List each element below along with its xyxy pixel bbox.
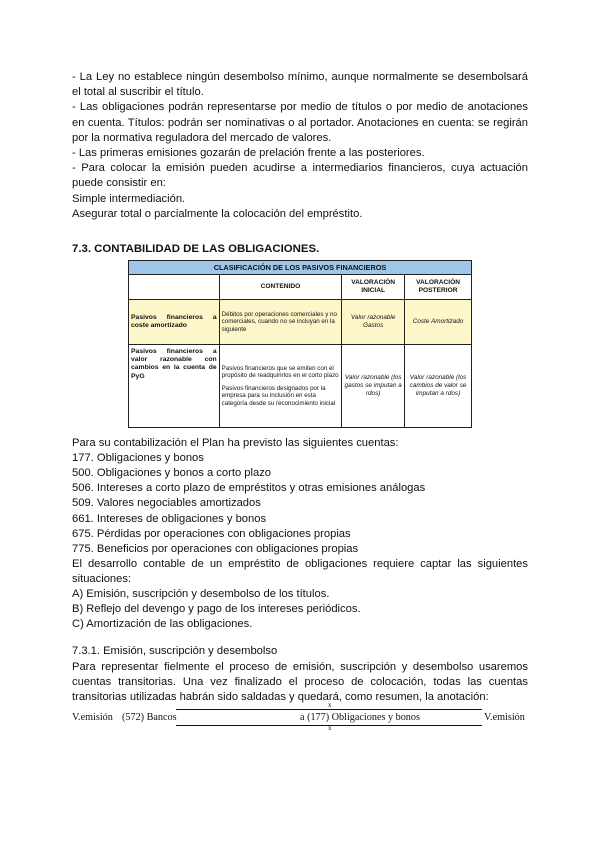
table-header-content: CONTENIDO — [219, 275, 342, 300]
table-title: CLASIFICACIÓN DE LOS PASIVOS FINANCIEROS — [129, 261, 472, 275]
list-item: 775. Beneficios por operaciones con obligaciones propias — [72, 542, 359, 555]
paragraph: El desarrollo contable de un empréstito de obligaciones requiere captar las siguientes situaciones: — [72, 557, 528, 585]
list-item: 661. Intereses de obligaciones y bonos — [72, 512, 267, 525]
row-content — [219, 300, 342, 345]
paragraph: Simple intermediación. — [72, 192, 186, 205]
intro-paragraphs — [72, 70, 528, 222]
development-section — [72, 557, 528, 587]
row-label: Pasivos financieros a valor razonable con cambios en la cuenta de PyG — [129, 345, 220, 428]
classification-table-wrapper — [128, 260, 472, 428]
accounts-section — [72, 436, 528, 557]
list-item: 177. Obligaciones y bonos — [72, 452, 204, 465]
table-header-initial: VALORACIÓN INICIAL — [342, 275, 405, 300]
journal-debit-account: (572) Bancos — [122, 712, 177, 723]
table-header-blank — [129, 275, 220, 300]
paragraph: - Las obligaciones podrán representarse por medio de títulos o por medio de anotaciones en cuenta. Títulos: podrán ser nominativas o al portador. Anotaciones en cuenta: se regirán por la normativa reguladora del mercado de valores. — [72, 101, 528, 144]
row-content — [219, 345, 342, 428]
paragraph: - La Ley no establece ningún desembolso mínimo, aunque normalmente se desembolsará el total al suscribir el título. — [72, 71, 528, 99]
list-item: 500. Obligaciones y bonos a corto plazo — [72, 467, 272, 480]
list-item: 509. Valores negociables amortizados — [72, 497, 261, 510]
section-heading: 7.3. CONTABILIDAD DE LAS OBLIGACIONES. — [72, 243, 320, 256]
subsection-body — [72, 660, 528, 706]
content-text: Pasivos financieros que se emiten con el propósito de readquirirlos en el corto plazo — [221, 364, 339, 380]
list-item: 506. Intereses a corto plazo de empréstitos y otras emisiones análogas — [72, 482, 426, 495]
journal-entry — [72, 701, 528, 732]
table-row — [129, 300, 472, 345]
journal-credit-account: a (177) Obligaciones y bonos — [300, 712, 420, 723]
journal-rule-top — [176, 709, 482, 710]
table-row — [129, 345, 472, 428]
journal-debit-amount: V.emisión — [72, 712, 113, 723]
journal-credit-amount: V.emisión — [484, 712, 525, 723]
list-item: 675. Pérdidas por operaciones con obligaciones propias — [72, 527, 351, 540]
list-item: C) Amortización de las obligaciones. — [72, 618, 253, 631]
list-item: B) Reflejo del devengo y pago de los intereses periódicos. — [72, 603, 361, 616]
row-initial-valuation: Valor razonable (los gastos se imputan a rdos) — [342, 345, 405, 428]
accounts-intro: Para su contabilización el Plan ha previsto las siguientes cuentas: — [72, 437, 399, 450]
classification-table — [128, 260, 472, 428]
row-later-valuation: Coste Amortizado — [405, 300, 472, 345]
document-page — [72, 70, 528, 705]
paragraph: Asegurar total o parcialmente la colocación del empréstito. — [72, 207, 363, 220]
subsection-heading: 7.3.1. Emisión, suscripción y desembolso — [72, 645, 278, 658]
paragraph: Para representar fielmente el proceso de emisión, suscripción y desembolso usaremos cuentas transitorias. Una vez finalizado el proceso de colocación, todas las cuentas transitorias utilizadas habrán sido saldadas y quedará, como resumen, la anotación: — [72, 660, 528, 704]
journal-marker-bottom: x — [328, 724, 332, 732]
row-label: Pasivos financieros a coste amortizado — [129, 300, 220, 345]
paragraph: - Para colocar la emisión pueden acudirse a intermediarios financieros, cuya actuación puede consistir en: — [72, 162, 528, 190]
row-initial-valuation: Valor razonable Gastos — [342, 300, 405, 345]
row-later-valuation: Valor razonable (los cambios de valor se imputan a rdos) — [405, 345, 472, 428]
situations-list — [72, 587, 528, 632]
content-text: Débitos por operaciones comerciales y no comerciales, cuando no se incluyan en la siguiente — [221, 310, 337, 333]
table-header-later: VALORACIÓN POSTERIOR — [405, 275, 472, 300]
list-item: A) Emisión, suscripción y desembolso de los títulos. — [72, 588, 330, 601]
content-text: Pasivos financieros designados por la empresa para su inclusión en esta categoría desde su reconocimiento inicial — [221, 384, 336, 407]
journal-marker-top: x — [328, 701, 332, 709]
paragraph: - Las primeras emisiones gozarán de prelación frente a las posteriores. — [72, 147, 425, 160]
